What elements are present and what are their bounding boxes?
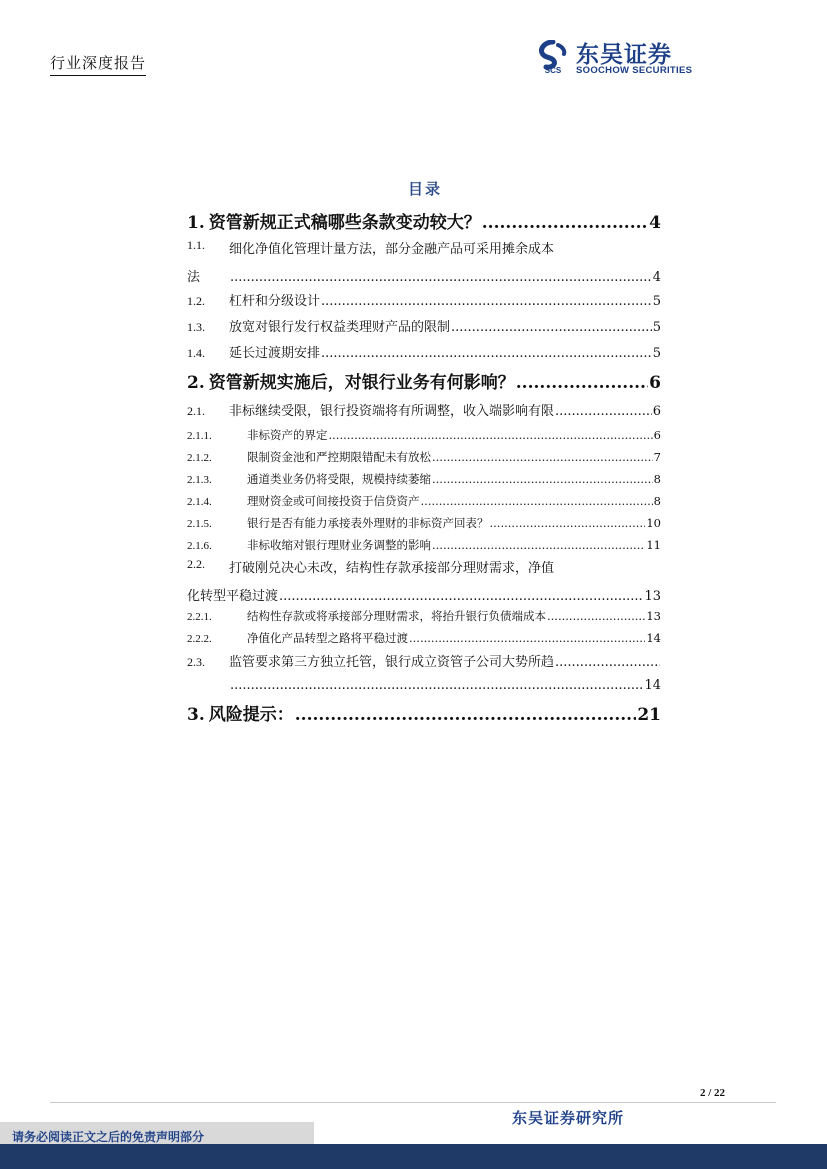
- toc-entry-page: 6: [649, 373, 661, 393]
- toc-entry[interactable]: [187, 557, 661, 604]
- toc-entry-number: 2.1.5.: [187, 518, 212, 530]
- toc-entry[interactable]: [187, 290, 661, 309]
- toc-entry[interactable]: [187, 630, 661, 646]
- toc-entry-label: 监管要求第三方独立托管，银行成立资管子公司大势所趋: [229, 655, 555, 670]
- toc-entry-label: 非标继续受限，银行投资端将有所调整，收入端影响有限: [229, 404, 555, 419]
- toc-entry[interactable]: [187, 493, 661, 509]
- toc-entry-number: 2.3.: [187, 655, 205, 669]
- report-type-label: 行业深度报告: [50, 52, 146, 76]
- toc-entry-label: 结构性存款或将承接部分理财需求，将抬升银行负债端成本: [247, 609, 546, 623]
- toc-leader-dots: [409, 631, 645, 645]
- toc-entry-number: 2.1.6.: [187, 540, 212, 552]
- logo-mark-text: SCS: [544, 66, 562, 74]
- toc-entry-label: 非标收缩对银行理财业务调整的影响: [247, 538, 431, 552]
- toc-leader-dots: [279, 589, 643, 604]
- toc-entry-label: 通道类业务仍将受限，规模持续萎缩: [247, 472, 431, 486]
- toc-entry-page: 13: [644, 589, 661, 604]
- toc-leader-dots: [321, 346, 652, 361]
- toc-entry-page: 5: [652, 346, 661, 361]
- toc-entry-page: 4: [649, 213, 661, 233]
- toc-entry[interactable]: [187, 400, 661, 419]
- toc-entry-number: 2.1.3.: [187, 474, 212, 486]
- logo-english-name: SOOCHOW SECURITIES: [576, 65, 693, 76]
- toc-leader-dots: [432, 472, 653, 486]
- toc-entry[interactable]: [187, 537, 661, 553]
- toc-entry[interactable]: [187, 316, 661, 335]
- toc-entry-label: 放宽对银行发行权益类理财产品的限制: [229, 320, 451, 335]
- toc-entry[interactable]: [187, 515, 661, 531]
- toc-entry-number: 2.1.4.: [187, 496, 212, 508]
- toc-entry-page: 21: [637, 705, 661, 725]
- toc-entry-label: 延长过渡期安排: [229, 346, 321, 361]
- toc-entry[interactable]: [187, 427, 661, 443]
- toc-entry[interactable]: [187, 208, 661, 233]
- toc-entry-number: 1.1.: [187, 238, 205, 252]
- toc-leader-dots: [482, 213, 648, 233]
- logo-mark-icon: [536, 40, 570, 74]
- toc-entry-number: 3.: [187, 705, 205, 725]
- footer-band: [0, 1144, 827, 1169]
- toc-entry-number: 2.2.1.: [187, 611, 212, 623]
- toc-entry-number: 2.1.2.: [187, 452, 212, 464]
- toc-leader-dots: [230, 678, 643, 693]
- toc-entry[interactable]: [187, 342, 661, 361]
- toc-entry-label: 风险提示：: [208, 705, 294, 725]
- page-number: 2 / 22: [700, 1087, 726, 1099]
- toc-entry-label: 杠杆和分级设计: [229, 294, 321, 309]
- toc-entry-number: 2.: [187, 373, 205, 393]
- toc-entry-page: 10: [646, 516, 661, 530]
- toc-leader-dots: [295, 705, 637, 725]
- toc-leader-dots: [432, 538, 645, 552]
- toc-leader-dots: [555, 404, 652, 419]
- toc-entry[interactable]: [187, 471, 661, 487]
- toc-entry-label-continued: 化转型平稳过渡: [187, 589, 279, 604]
- toc-entry-label: 资管新规正式稿哪些条款变动较大？: [208, 213, 481, 233]
- toc-entry[interactable]: [187, 449, 661, 465]
- toc-entry-number: 1.: [187, 213, 205, 233]
- toc-entry-label: 净值化产品转型之路将平稳过渡: [247, 631, 408, 645]
- toc-entry-label: 限制资金池和严控期限错配未有放松: [247, 450, 431, 464]
- toc-leader-dots: [516, 373, 648, 393]
- research-institute-name: 东吴证券研究所: [512, 1109, 625, 1127]
- toc-entry-page: 14: [644, 678, 661, 693]
- toc-entry-page: 13: [646, 609, 661, 623]
- toc-entry[interactable]: [187, 238, 661, 285]
- toc-entry-label: 理财资金或可间接投资于信贷资产: [247, 494, 420, 508]
- toc-entry-page: 4: [652, 270, 661, 285]
- toc-entry-page: 8: [653, 472, 661, 486]
- toc-leader-dots: [555, 655, 660, 670]
- toc-entry-number: 2.2.2.: [187, 633, 212, 645]
- toc-entry-number: 1.4.: [187, 346, 205, 360]
- toc-entry-page: 6: [653, 428, 661, 442]
- toc-entry-label: 打破刚兑决心未改，结构性存款承接部分理财需求，净值: [229, 561, 555, 576]
- toc-entry-page: 11: [646, 538, 661, 552]
- toc-entry-number: 2.1.1.: [187, 430, 212, 442]
- toc-entry-page: 14: [646, 631, 661, 645]
- toc-entry-label: 非标资产的界定: [247, 428, 328, 442]
- toc-entry[interactable]: [187, 608, 661, 624]
- toc-entry[interactable]: [187, 651, 661, 693]
- toc-entry-label-continued: 法: [187, 270, 201, 285]
- toc-leader-dots: [421, 494, 653, 508]
- logo-chinese-name: 东吴证券: [576, 42, 672, 68]
- toc-leader-dots: [230, 270, 652, 285]
- toc-leader-dots: [547, 609, 645, 623]
- toc-entry-label: 细化净值化管理计量方法，部分金融产品可采用摊余成本: [229, 242, 555, 257]
- toc-leader-dots: [490, 516, 646, 530]
- toc-entry-page: 5: [652, 320, 661, 335]
- footer-divider: [50, 1102, 776, 1103]
- toc-leader-dots: [432, 450, 653, 464]
- toc-entry-label: 资管新规实施后，对银行业务有何影响？: [208, 373, 515, 393]
- toc-title: 目录: [407, 180, 442, 198]
- toc-entry-label: 银行是否有能力承接表外理财的非标资产回表？: [247, 516, 489, 530]
- toc-entry-page: 8: [653, 494, 661, 508]
- toc-entry-page: 5: [652, 294, 661, 309]
- toc-entry[interactable]: [187, 700, 661, 725]
- toc-leader-dots: [451, 320, 652, 335]
- toc-entry-page: 6: [652, 404, 661, 419]
- toc-leader-dots: [321, 294, 652, 309]
- disclaimer-text: 请务必阅读正文之后的免责声明部分: [12, 1130, 205, 1144]
- toc-entry-page: 7: [653, 450, 661, 464]
- toc-leader-dots: [329, 428, 653, 442]
- toc-entry-number: 1.3.: [187, 320, 205, 334]
- toc-entry-number: 2.2.: [187, 557, 205, 571]
- toc-entry-number: 1.2.: [187, 294, 205, 308]
- toc-entry[interactable]: [187, 368, 661, 393]
- toc-entry-number: 2.1.: [187, 404, 205, 418]
